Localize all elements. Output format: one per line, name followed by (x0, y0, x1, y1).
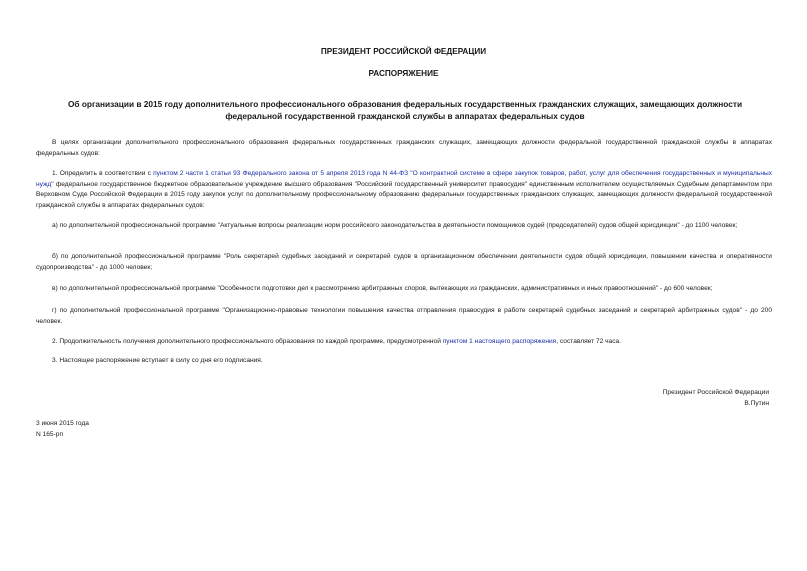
document-type: РАСПОРЯЖЕНИЕ (368, 69, 439, 78)
subitem-g: г) по дополнительной профессиональной программе "Организационно-правовые технологии повышения качества отправления правосудия в работе секретарей судебных заседаний и секретарей арбитражных судов" - до 200 человек. (36, 307, 772, 325)
subitem-v: в) по дополнительной профессиональной программе "Особенности подготовки дел к рассмотрению арбитражных споров, вытекающих из гражданских, административных и иных правоотношений" - до 600 человек; (52, 285, 713, 292)
signatory-position: Президент Российской Федерации (662, 389, 769, 396)
item-2-lead: 2. Продолжительность получения дополнительного профессионального образования по каждой программе, предусмотренной (52, 338, 443, 345)
document-title (30, 98, 780, 122)
intro-paragraph: В целях организации дополнительного профессионального образования федеральных государственных гражданских служащих, замещающих должности федеральной государственной гражданской службы в аппаратах федеральных судов: (36, 139, 772, 157)
document-number: N 165-рп (36, 430, 64, 438)
document-footer (36, 419, 89, 440)
signature-block (663, 388, 769, 409)
document-date: 3 июня 2015 года (36, 420, 89, 427)
item-1-reference-link[interactable]: пунктом 1 настоящего распоряжения (442, 338, 557, 345)
signatory-name: В.Путин (744, 399, 769, 407)
item-1-text: федеральное государственное бюджетное образовательное учреждение высшего образования "Российский государственный университет правосудия" единственным исполнителем осуществляемых Судебным департаментом при Верховном Суде Российской Федерации в 2015 году закупок услуг по дополнительному профессиональному образованию федеральных государственных гражданских служащих, замещающих должности федеральной государственной гражданской службы в аппаратах федеральных судов: (36, 180, 772, 209)
federal-law-44-fz-link[interactable]: пунктом 2 части 1 статьи 93 Федерального закона от 5 апреля 2013 года N 44-ФЗ "О контрактной системе в сфере закупок товаров, работ, услуг для обеспечения государственных и муниципальных нужд" (36, 170, 773, 188)
subitem-b: б) по дополнительной профессиональной программе "Роль секретарей судебных заседаний и секретарей судов в организационном обеспечении деятельности судов общей юрисдикции, повышении качества и оперативности судопроизводства" - до 1000 человек; (36, 253, 772, 271)
item-1-lead: 1. Определить в соответствии с (52, 170, 154, 177)
issuing-authority: ПРЕЗИДЕНТ РОССИЙСКОЙ ФЕДЕРАЦИИ (320, 47, 487, 56)
title-line-2: федеральной государственной гражданской службы в аппаратах федеральных судов (225, 111, 585, 121)
item-2-text: , составляет 72 часа. (556, 338, 622, 345)
item-3-paragraph: 3. Настоящее распоряжение вступает в силу со дня его подписания. (52, 357, 263, 364)
item-2-paragraph (36, 337, 772, 348)
title-line-1: Об организации в 2015 году дополнительного профессионального образования федеральных государственных гражданских служащих, замещающих должности (67, 99, 743, 109)
item-1-paragraph (36, 169, 772, 211)
subitem-a: а) по дополнительной профессиональной программе "Актуальные вопросы реализации норм российского законодательства в деятельности помощников судей (председателей) судов общей юрисдикции" - до 1100 человек; (52, 222, 738, 229)
